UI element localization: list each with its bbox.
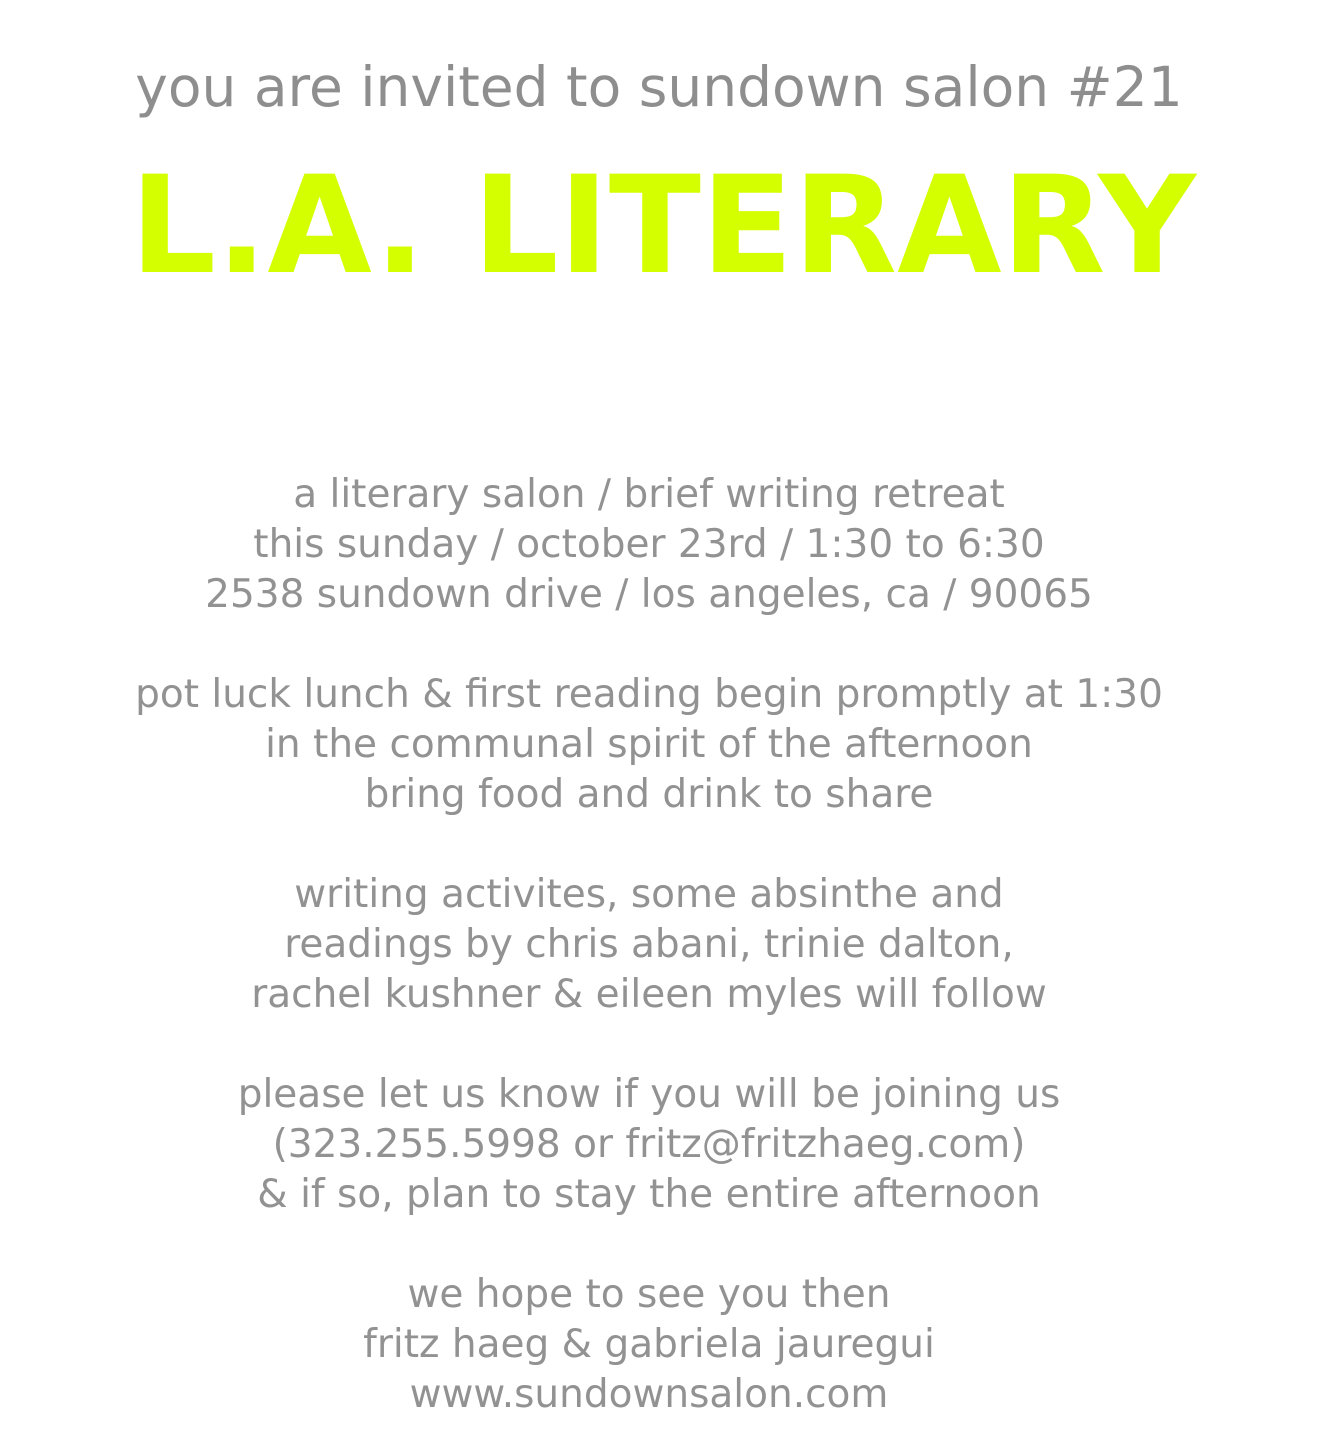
hosts-line: fritz haeg & gabriela jauregui (363, 1322, 935, 1367)
rsvp-request-line: please let us know if you will be joining us (237, 1072, 1061, 1117)
activities-line: writing activites, some absinthe and (294, 872, 1004, 917)
communal-spirit-line: in the communal spirit of the afternoon (265, 722, 1033, 767)
readers-line: readings by chris abani, trinie dalton, (284, 922, 1014, 967)
rsvp-paragraph (0, 1070, 1298, 1220)
rsvp-contact-line: (323.255.5998 or fritz@fritzhaeg.com) (272, 1122, 1026, 1167)
readers-line-2: rachel kushner & eileen myles will follow (251, 972, 1047, 1017)
bring-food-line: bring food and drink to share (364, 772, 934, 817)
event-title: L.A. LITERARY (130, 147, 1196, 304)
potluck-line: pot luck lunch & first reading begin promptly at 1:30 (135, 672, 1163, 717)
potluck-paragraph (0, 670, 1298, 820)
website-line: www.sundownsalon.com (409, 1372, 889, 1417)
closing-paragraph (0, 1270, 1298, 1420)
rsvp-stay-line: & if so, plan to stay the entire afternoon (257, 1172, 1041, 1217)
activities-paragraph (0, 870, 1298, 1020)
event-address: 2538 sundown drive / los angeles, ca / 90065 (205, 572, 1093, 617)
event-details-paragraph (0, 470, 1298, 620)
invitation-body (0, 470, 1298, 1420)
event-date-time: this sunday / october 23rd / 1:30 to 6:30 (253, 522, 1045, 567)
closing-line: we hope to see you then (407, 1272, 891, 1317)
event-description: a literary salon / brief writing retreat (293, 472, 1005, 517)
invitation-subtitle: you are invited to sundown salon #21 (135, 55, 1183, 119)
